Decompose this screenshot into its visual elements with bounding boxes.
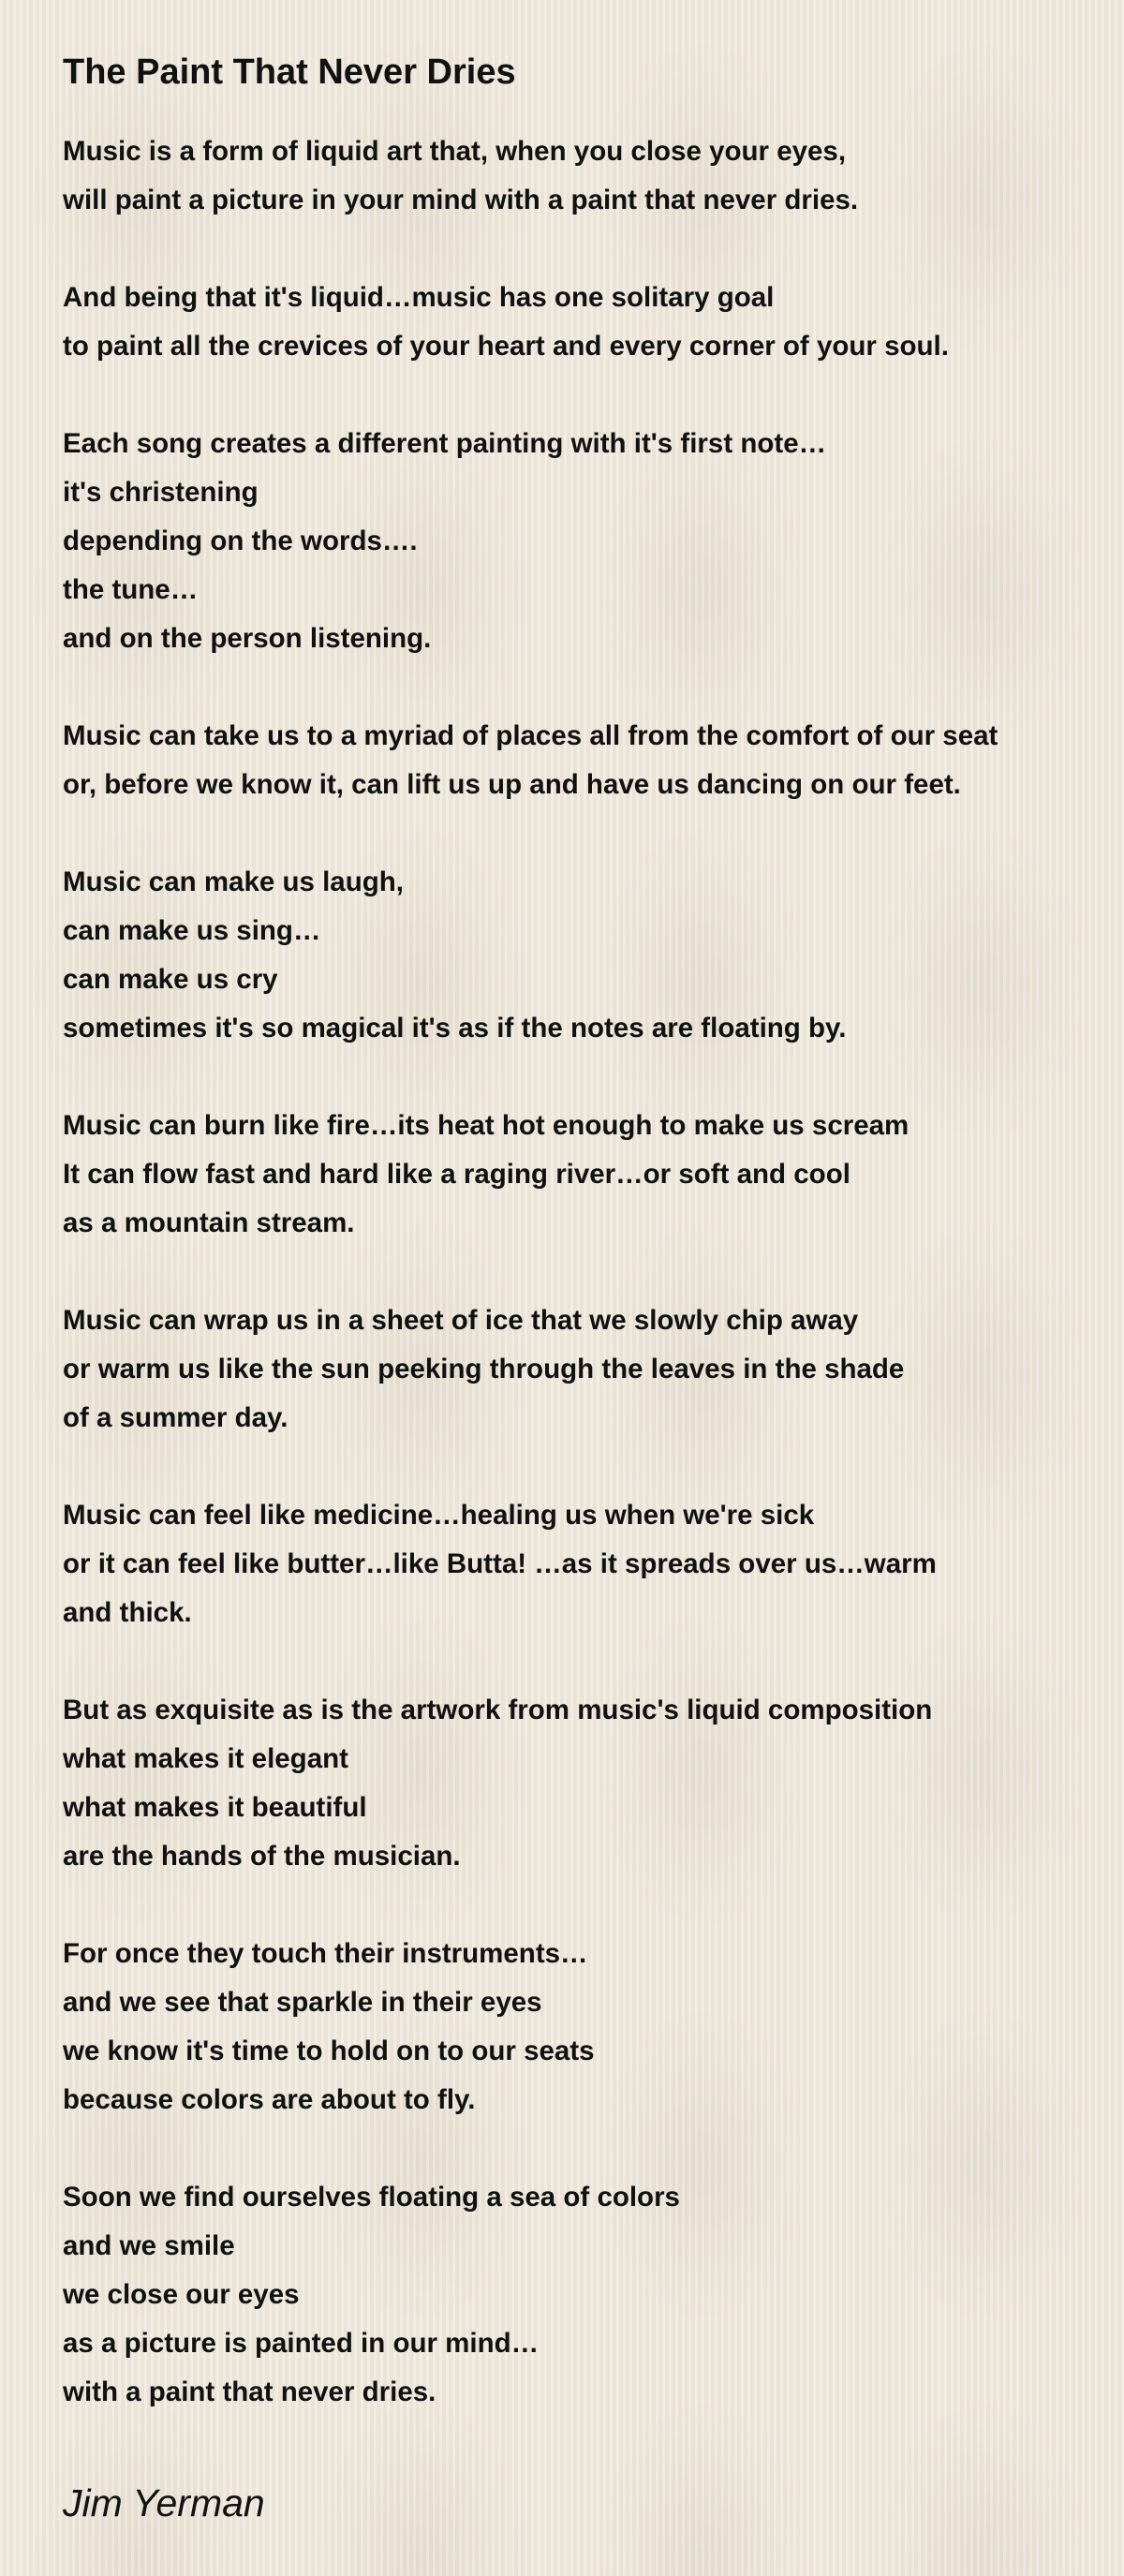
poem-body — [63, 127, 1093, 2417]
poem-line: what makes it beautiful — [63, 1792, 367, 1823]
poem-line: as a mountain stream. — [63, 1207, 355, 1238]
poem-line: Music can burn like fire…its heat hot enough to make us scream — [63, 1110, 910, 1141]
poem-line: will paint a picture in your mind with a paint that never dries. — [63, 185, 859, 215]
poem-title: The Paint That Never Dries — [63, 52, 516, 92]
poem-line: Each song creates a different painting with it's first note… — [63, 428, 827, 459]
poem-line: or it can feel like butter…like Butta! …as it spreads over us…warm — [63, 1548, 937, 1579]
stanza — [63, 274, 1093, 371]
poem-line: the tune… — [63, 574, 199, 605]
stanza — [63, 1491, 1093, 1637]
poem-line: sometimes it's so magical it's as if the notes are floating by. — [63, 1013, 847, 1044]
poem-line: we close our eyes — [63, 2279, 300, 2310]
poem-line: But as exquisite as is the artwork from music's liquid composition — [63, 1695, 933, 1725]
stanza — [63, 712, 1093, 809]
poem-page — [63, 49, 1093, 2529]
poem-line: and we smile — [63, 2230, 235, 2261]
stanza — [63, 1686, 1093, 1881]
poem-line: we know it's time to hold on to our seats — [63, 2036, 595, 2066]
poem-line: what makes it elegant — [63, 1743, 348, 1774]
poem-line: Music is a form of liquid art that, when you close your eyes, — [63, 136, 847, 167]
stanza — [63, 127, 1093, 225]
poem-line: can make us sing… — [63, 915, 321, 946]
poem-line: Soon we find ourselves floating a sea of colors — [63, 2182, 680, 2213]
stanza — [63, 858, 1093, 1053]
poem-line: depending on the words…. — [63, 526, 418, 556]
stanza — [63, 1102, 1093, 1248]
stanza — [63, 2173, 1093, 2417]
poem-line: Music can feel like medicine…healing us when we're sick — [63, 1500, 815, 1531]
poem-line: to paint all the crevices of your heart and every corner of your soul. — [63, 331, 949, 362]
poem-line: Music can take us to a myriad of places all from the comfort of our seat — [63, 720, 998, 751]
poem-line: are the hands of the musician. — [63, 1841, 461, 1872]
poem-line: It can flow fast and hard like a raging river…or soft and cool — [63, 1159, 850, 1190]
poem-line: as a picture is painted in our mind… — [63, 2328, 540, 2359]
poem-line: And being that it's liquid…music has one solitary goal — [63, 282, 775, 313]
poem-line: and thick. — [63, 1597, 192, 1628]
poem-author: Jim Yerman — [63, 2481, 265, 2524]
stanza — [63, 1296, 1093, 1443]
poem-line: of a summer day. — [63, 1402, 288, 1433]
poem-line: Music can wrap us in a sheet of ice that we slowly chip away — [63, 1305, 859, 1336]
poem-line: or, before we know it, can lift us up and have us dancing on our feet. — [63, 769, 961, 800]
stanza — [63, 1930, 1093, 2124]
poem-line: because colors are about to fly. — [63, 2084, 476, 2115]
poem-line: and we see that sparkle in their eyes — [63, 1987, 542, 2018]
poem-line: it's christening — [63, 477, 259, 508]
poem-line: can make us cry — [63, 964, 278, 995]
poem-line: or warm us like the sun peeking through the leaves in the shade — [63, 1354, 905, 1384]
poem-line: Music can make us laugh, — [63, 866, 404, 897]
stanza — [63, 420, 1093, 663]
poem-line: and on the person listening. — [63, 623, 432, 654]
poem-line: with a paint that never dries. — [63, 2376, 436, 2407]
poem-line: For once they touch their instruments… — [63, 1938, 588, 1969]
